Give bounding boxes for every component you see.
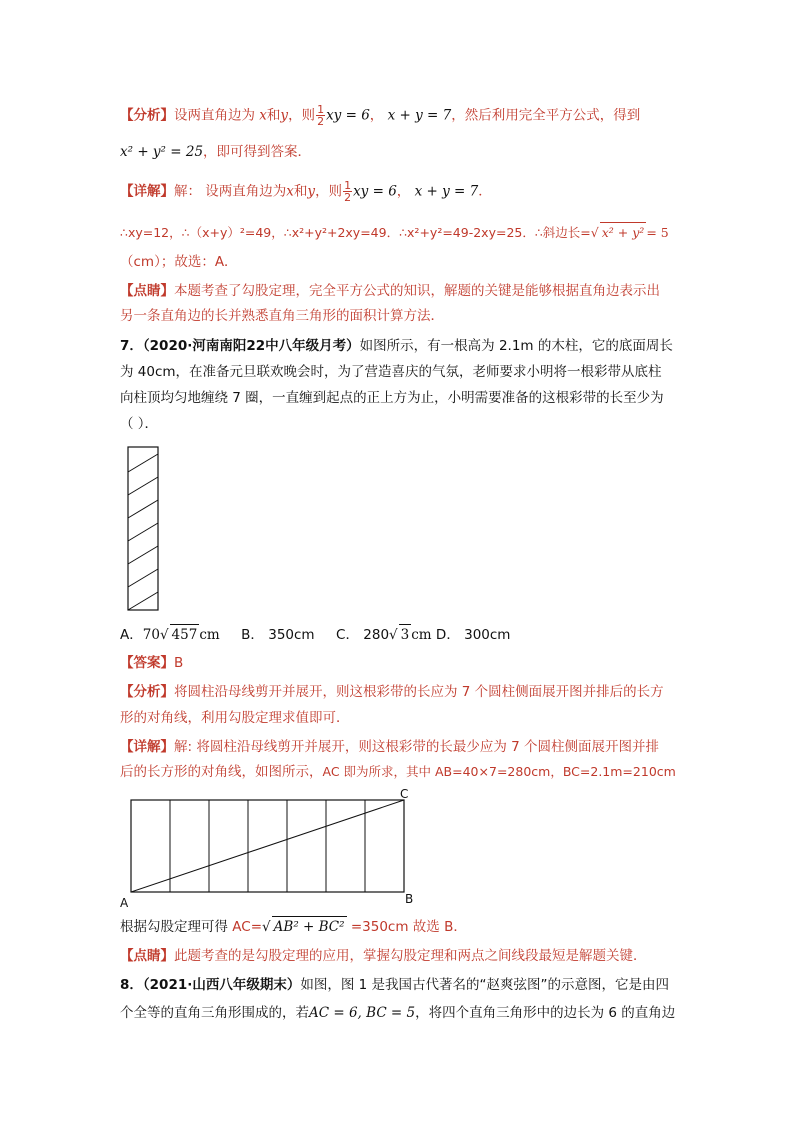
answer-value: B: [174, 655, 184, 671]
q7-stem-line-4: （ ）．: [120, 416, 159, 432]
comment-tag: 【点睛】: [120, 283, 174, 299]
label-a: A: [120, 896, 129, 910]
answer-tag: 【答案】: [120, 655, 174, 671]
cylinder-outline: [128, 447, 158, 610]
q7-source: （2020·河南南阳22中八年级月考）: [142, 338, 360, 354]
s1-detail-line-2: ∴xy=12，∴（x+y）²=49，∴x²+y²+2xy=49．∴x²+y²=49-2xy=25．∴斜边长=√ x² + y² = 5: [120, 222, 669, 243]
sqrt-ab-bc: AB² + BC²: [272, 916, 347, 937]
detail-tag-q7: 【详解】: [120, 739, 174, 755]
q7-answer-line: [120, 653, 183, 673]
ribbon-wrap-1: [128, 454, 158, 472]
ribbon-wrap-6: [128, 569, 158, 587]
q8-stem-line-1: 8．（2021·山西八年级期末）如图，图 1 是我国古代著名的“赵爽弦图”的示意图，它是由四: [120, 977, 670, 993]
ribbon-wrap-4: [128, 523, 158, 541]
diagonal-ac: [131, 800, 404, 892]
option-c[interactable]: C． 280√ 3 cm: [336, 627, 432, 643]
unrolled-rectangle-figure: [118, 786, 418, 910]
q7-stem-line-3: 向柱顶均匀地缠绕 7 圈，一直缠到起点的正上方为止，小明需要准备的这根彩带的长至少为: [120, 390, 664, 406]
s1-detail-line: 【详解】解： 设两直角边为x和y，则 $\frac{1}{2}$ xy = 6， x + y = 7．: [120, 179, 492, 204]
ribbon-wraps: [128, 454, 158, 610]
s1-analysis-line-2: x² + y² = 25，即可得到答案．: [120, 144, 312, 160]
ribbon-wrap-3: [128, 500, 158, 518]
ribbon-wrap-5: [128, 546, 158, 564]
label-c: C: [400, 787, 409, 801]
s1-comment-line: 【点睛】本题考查了勾股定理，完全平方公式的知识，解题的关键是能够根据直角边表示出: [120, 283, 660, 299]
q7-number: 7．: [120, 338, 143, 354]
detail-tag: 【详解】: [120, 183, 174, 200]
q7-detail-line-2: 后的长方形的对角线，如图所示，AC 即为所求，其中 AB=40×7=280cm，BC=2.1m=210cm: [120, 764, 676, 780]
option-b[interactable]: B． 350cm: [241, 627, 315, 643]
analysis-tag-q7: 【分析】: [120, 684, 174, 700]
s1-analysis-line: 【分析】设两直角边为 x和y，则 $\frac{1}{2}$ xy = 6， x + y = 7，然后利用完全平方公式，得到: [120, 103, 641, 128]
q7-stem-line-2: 为 40cm，在准备元旦联欢晚会时，为了营造喜庆的气氛，老师要求小明将一根彩带从底柱: [120, 364, 662, 380]
q7-comment-line: 【点睛】此题考查的是勾股定理的应用，掌握勾股定理和两点之间线段最短是解题关键．: [120, 948, 647, 964]
ribbon-wrap-7: [128, 592, 158, 610]
comment-tag-q7: 【点睛】: [120, 948, 174, 964]
q7-analysis-line: 【分析】将圆柱沿母线剪开并展开，则这根彩带的长应为 7 个圆柱侧面展开图并排后的长方: [120, 684, 664, 700]
fraction-one-half-2: $\frac{1}{2}$: [344, 179, 352, 204]
fraction-one-half: $\frac{1}{2}$: [317, 103, 325, 128]
q7-result-line: 根据勾股定理可得 AC=√ AB² + BC² =350cm 故选 B．: [120, 916, 467, 937]
q7-stem-line-1: 7．（2020·河南南阳22中八年级月考）如图所示，有一根高为 2.1m 的木柱，它的底面周长: [120, 338, 673, 354]
analysis-tag: 【分析】: [120, 107, 174, 124]
q7-options: [120, 624, 510, 645]
sqrt-hypotenuse: x² + y²: [600, 222, 647, 243]
q7-detail-line: 【详解】解: 将圆柱沿母线剪开并展开，则这根彩带的长最少应为 7 个圆柱侧面展开图并排: [120, 739, 660, 755]
cylinder-ribbon-figure: [127, 446, 163, 612]
option-d[interactable]: D． 300cm: [435, 627, 511, 643]
q8-source: （2021·山西八年级期末）: [142, 977, 301, 993]
q7-analysis-line-2: 形的对角线，利用勾股定理求值即可．: [120, 710, 350, 726]
option-a[interactable]: A．70√ 457 cm: [120, 627, 220, 643]
q8-stem-line-2: 个全等的直角三角形围成的，若AC = 6, BC = 5，将四个直角三角形中的边长为 6 的直角边: [120, 1005, 676, 1021]
ribbon-wrap-2: [128, 477, 158, 495]
label-b: B: [405, 892, 414, 906]
s1-comment-line-2: 另一条直角边的长并熟悉直角三角形的面积计算方法．: [120, 308, 444, 324]
q8-number: 8．: [120, 977, 143, 993]
s1-detail-line-3: （cm）；故选：A．: [120, 254, 238, 270]
